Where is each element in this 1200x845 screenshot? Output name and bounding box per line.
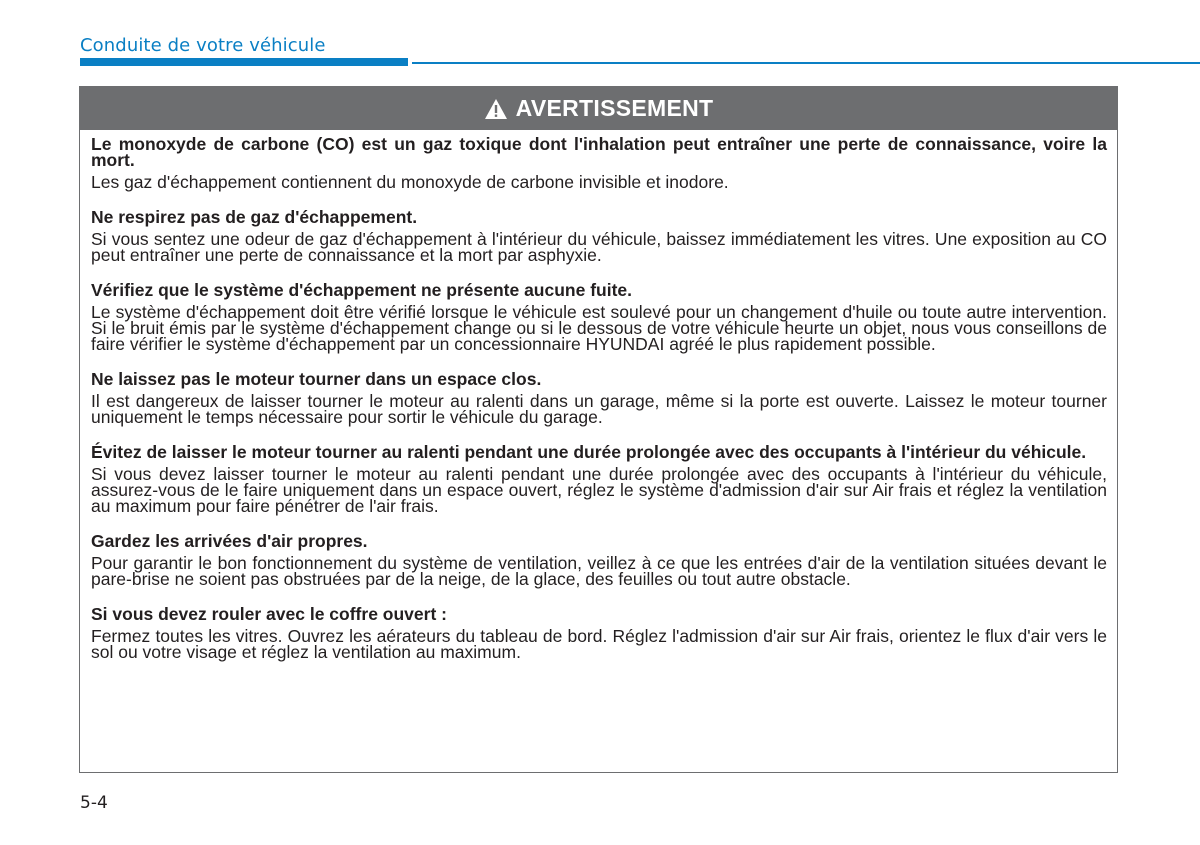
section-title: Conduite de votre véhicule bbox=[80, 35, 326, 56]
warning-paragraph bbox=[91, 209, 1107, 263]
page-number: 5-4 bbox=[80, 793, 108, 813]
warning-paragraph bbox=[91, 533, 1107, 587]
warning-body bbox=[80, 130, 1117, 660]
warning-heading: AVERTISSEMENT bbox=[515, 95, 714, 121]
paragraph-text: Fermez toutes les vitres. Ouvrez les aérateurs du tableau de bord. Réglez l'admission d'air sur Air frais, orientez le flux d'air vers le sol ou votre visage et réglez la ventilation au maximum. bbox=[91, 626, 1107, 662]
warning-paragraph bbox=[91, 444, 1107, 514]
warning-box bbox=[79, 86, 1118, 773]
warning-header bbox=[80, 87, 1117, 130]
warning-paragraph bbox=[91, 606, 1107, 660]
paragraph-text: Si vous sentez une odeur de gaz d'échappement à l'intérieur du véhicule, baissez immédiatement les vitres. Une exposition au CO peut entraîner une perte de connaissance et la mort par asphyxie. bbox=[91, 229, 1107, 265]
warning-paragraph bbox=[91, 371, 1107, 425]
paragraph-heading: Le monoxyde de carbone (CO) est un gaz toxique dont l'inhalation peut entraîner une perte de connaissance, voire la mort. bbox=[91, 134, 1107, 170]
warning-triangle-icon bbox=[484, 98, 508, 120]
paragraph-heading: Vérifiez que le système d'échappement ne présente aucune fuite. bbox=[91, 280, 633, 300]
paragraph-heading: Ne laissez pas le moteur tourner dans un espace clos. bbox=[91, 369, 542, 389]
header-accent-bar bbox=[80, 58, 408, 66]
paragraph-text: Si vous devez laisser tourner le moteur au ralenti pendant une durée prolongée avec des occupants à l'intérieur du véhicule, assurez-vous de le faire uniquement dans un espace ouvert, réglez le système d'admission d'air sur Air frais et réglez la ventilation au maximum pour faire pénétrer de l'air frais. bbox=[91, 464, 1107, 516]
paragraph-text: Le système d'échappement doit être vérifié lorsque le véhicule est soulevé pour un changement d'huile ou toute autre intervention. Si le bruit émis par le système d'échappement change ou si le dessous de votre véhicule heurte un objet, nous vous conseillons de faire vérifier le système d'échappement par un concessionnaire HYUNDAI agréé le plus rapidement possible. bbox=[91, 302, 1107, 354]
paragraph-heading: Ne respirez pas de gaz d'échappement. bbox=[91, 207, 418, 227]
paragraph-text: Les gaz d'échappement contiennent du monoxyde de carbone invisible et inodore. bbox=[91, 172, 729, 192]
paragraph-heading: Évitez de laisser le moteur tourner au ralenti pendant une durée prolongée avec des occupants à l'intérieur du véhicule. bbox=[91, 442, 1087, 462]
paragraph-heading: Gardez les arrivées d'air propres. bbox=[91, 531, 368, 551]
paragraph-heading: Si vous devez rouler avec le coffre ouvert : bbox=[91, 604, 447, 624]
warning-paragraph bbox=[91, 136, 1107, 190]
paragraph-text: Il est dangereux de laisser tourner le moteur au ralenti dans un garage, même si la porte est ouverte. Laissez le moteur tourner uniquement le temps nécessaire pour sortir le véhicule du garage. bbox=[91, 391, 1107, 427]
header-rule bbox=[412, 62, 1200, 64]
paragraph-text: Pour garantir le bon fonctionnement du système de ventilation, veillez à ce que les entrées d'air de la ventilation situées devant le pare-brise ne soient pas obstruées par de la neige, de la glace, des feuilles ou tout autre obstacle. bbox=[91, 553, 1107, 589]
warning-paragraph bbox=[91, 282, 1107, 352]
